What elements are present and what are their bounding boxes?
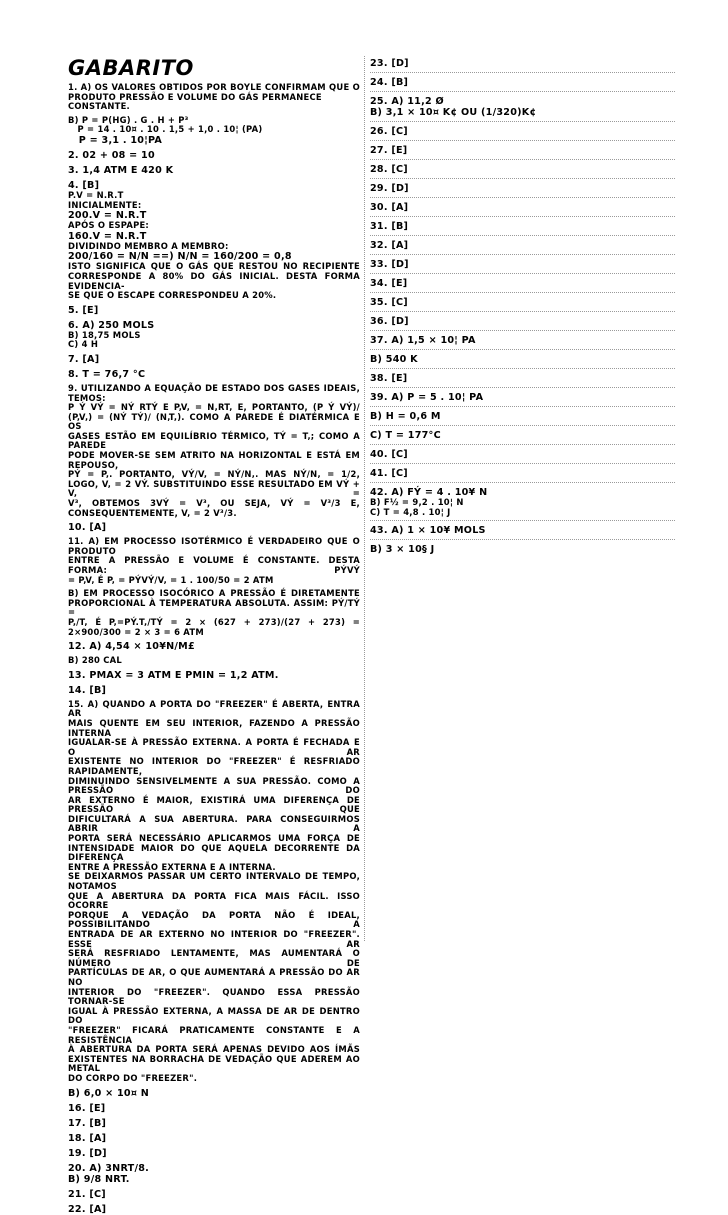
right-column — [370, 58, 675, 555]
answer-line: 40. [C] — [370, 449, 408, 460]
row-divider — [370, 463, 675, 464]
answer-line: INTENSIDADE MAIOR DO QUE AQUELA DECORRENTE DA DIFERENÇA — [68, 842, 364, 863]
row-divider — [370, 539, 675, 540]
answer-line: B) EM PROCESSO ISOCÓRICO A PRESSÃO É DIRETAMENTE — [68, 588, 360, 599]
row-divider — [370, 444, 675, 445]
answer-line: C) 4 H — [68, 339, 99, 350]
answer-line: QUE A ABERTURA DA PORTA FICA MAIS FÁCIL. ISSO OCORRE — [68, 890, 364, 911]
row-divider — [370, 216, 675, 217]
row-divider — [370, 121, 675, 122]
answer-line: 23. [D] — [370, 58, 409, 69]
answer-line: 38. [E] — [370, 373, 408, 384]
answer-line: 160.V = N.R.T — [68, 230, 147, 242]
answer-line: 17. [B] — [68, 1117, 107, 1129]
answer-line: 36. [D] — [370, 316, 409, 327]
row-divider — [370, 520, 675, 521]
column-divider — [364, 56, 365, 941]
answer-line: PODE MOVER-SE SEM ATRITO NA HORIZONTAL E ESTÁ EM REPOUSO, — [68, 450, 364, 470]
answer-line: 8. T = 76,7 °C — [68, 368, 146, 380]
answer-line: ENTRE A PRESSÃO E VOLUME É CONSTANTE. DESTA FORMA: PÝVÝ — [68, 555, 364, 575]
row-divider — [370, 254, 675, 255]
answer-line: 21. [C] — [68, 1188, 106, 1200]
answer-line: 5. [E] — [68, 304, 99, 316]
row-divider — [370, 425, 675, 426]
answer-line: DO CORPO DO "FREEZER". — [68, 1072, 198, 1083]
row-divider — [370, 273, 675, 274]
row-divider — [370, 311, 675, 312]
answer-line: 15. A) QUANDO A PORTA DO "FREEZER" É ABERTA, ENTRA AR — [68, 698, 364, 719]
answer-line: B) H = 0,6 M — [370, 411, 441, 422]
answer-line: LOGO, V‚ = 2 VÝ. SUBSTITUINDO ESSE RESULTADO EM VÝ + V‚ = — [68, 478, 364, 499]
answer-line: CORRESPONDE A 80% DO GÁS INICIAL. DESTA FORMA EVIDENCIA- — [68, 270, 364, 291]
answer-line: 32. [A] — [370, 240, 409, 251]
answer-line: 3. 1,4 ATM E 420 K — [68, 164, 174, 176]
answer-line: 19. [D] — [68, 1147, 107, 1159]
answer-line: DIVIDINDO MEMBRO A MEMBRO: — [68, 240, 229, 251]
answer-line: 14. [B] — [68, 684, 107, 696]
answer-line: DIMINUINDO SENSIVELMENTE A SUA PRESSÃO. COMO A PRESSÃO DO — [68, 775, 364, 796]
answer-line: 29. [D] — [370, 183, 409, 194]
answer-line: CONSEQUENTEMENTE, V‚ = 2 V³/3. — [68, 507, 237, 518]
row-divider — [370, 72, 675, 73]
answer-line: B) 18,75 MOLS — [68, 329, 141, 340]
answer-line: B) P = P(HG) . G . H + P³ — [68, 114, 189, 125]
answer-line: 4. [B] — [68, 179, 100, 191]
answer-line: 33. [D] — [370, 259, 409, 270]
answer-line: 37. A) 1,5 × 10¦ PA — [370, 335, 476, 346]
answer-line: IGUALAR-SE À PRESSÃO EXTERNA. A PORTA É FECHADA E O AR — [68, 737, 364, 757]
row-divider — [370, 368, 675, 369]
answer-line: PÝ = P‚. PORTANTO, VÝ/V‚ = NÝ/N‚. MAS NÝ/N‚ = 1/2, — [68, 469, 360, 480]
answer-line: B) 6,0 × 10¤ N — [68, 1087, 150, 1099]
answer-line: 42. A) FÝ = 4 . 10¥ N — [370, 487, 488, 498]
left-column — [68, 56, 364, 1215]
answer-line: 9. UTILIZANDO A EQUAÇÃO DE ESTADO DOS GASES IDEAIS, TEMOS: — [68, 382, 364, 403]
answer-line: B) 3 × 10§ J — [370, 544, 435, 556]
answer-line: B) 9/8 NRT. — [68, 1173, 130, 1185]
answer-line: 30. [A] — [370, 202, 409, 213]
row-divider — [370, 406, 675, 407]
answer-line: 200/160 = N/N ==) N/N = 160/200 = 0,8 — [68, 251, 292, 263]
answer-line: 1. A) OS VALORES OBTIDOS POR BOYLE CONFIRMAM QUE O — [68, 82, 360, 92]
answer-line: 31. [B] — [370, 221, 409, 232]
answer-line: ENTRADA DE AR EXTERNO NO INTERIOR DO "FREEZER". ESSE AR — [68, 929, 364, 949]
answer-line: IGUAL À PRESSÃO EXTERNA, A MASSA DE AR DE DENTRO DO — [68, 1005, 364, 1026]
row-divider — [370, 330, 675, 331]
row-divider — [370, 178, 675, 179]
answer-line: C) T = 4,8 . 10¦ J — [370, 506, 451, 517]
answer-line: 11. A) EM PROCESSO ISOTÉRMICO É VERDADEIRO QUE O PRODUTO — [68, 536, 364, 556]
answer-line: SE DEIXARMOS PASSAR UM CERTO INTERVALO DE TEMPO, NOTAMOS — [68, 871, 364, 892]
answer-line: 27. [E] — [370, 145, 408, 156]
answer-line: 7. [A] — [68, 353, 100, 365]
answer-line: 200.V = N.R.T — [68, 210, 147, 222]
answer-line: P Ý VÝ = NÝ RTÝ E P‚V‚ = N‚RT‚ E, PORTANTO, (P Ý VÝ)/ — [68, 402, 360, 413]
row-divider — [370, 292, 675, 293]
row-divider — [370, 387, 675, 388]
answer-line: 24. [B] — [370, 77, 409, 88]
answer-line: 2×900/300 = 2 × 3 = 6 ATM — [68, 626, 204, 637]
answer-line: 28. [C] — [370, 164, 408, 175]
answer-line: EXISTENTES NA BORRACHA DE VEDAÇÃO QUE ADEREM AO METAL — [68, 1053, 364, 1074]
answer-line: INTERIOR DO "FREEZER". QUANDO ESSA PRESSÃO TORNAR-SE — [68, 986, 364, 1007]
answer-line: V³, OBTEMOS 3VÝ = V³, OU SEJA, VÝ = V³/3 E, — [68, 498, 360, 509]
answer-line: P‚/T‚ É P‚=PÝ.T‚/TÝ = 2 × (627 + 273)/(27 + 273) = — [68, 616, 360, 627]
answer-line: 26. [C] — [370, 126, 408, 137]
answer-line: "FREEZER" FICARÁ PRATICAMENTE CONSTANTE E A RESISTÊNCIA — [68, 1024, 364, 1045]
answer-line: B) 280 CAL — [68, 655, 122, 666]
answer-line: 43. A) 1 × 10¥ MOLS — [370, 525, 486, 537]
answer-line: B) 540 K — [370, 354, 418, 365]
answer-line: PORQUE A VEDAÇÃO DA PORTA NÃO É IDEAL, POSSIBILITANDO A — [68, 909, 364, 930]
answer-line: B) F½ = 9,2 . 10¦ N — [370, 497, 464, 507]
answer-line: 2. 02 + 08 = 10 — [68, 149, 155, 161]
answer-line: ENTRE A PRESSÃO EXTERNA E A INTERNA. — [68, 861, 276, 872]
answer-line: PROPORCIONAL À TEMPERATURA ABSOLUTA. ASSIM: PÝ/TÝ = — [68, 597, 364, 618]
answer-line: ISTO SIGNIFICA QUE O GÁS QUE RESTOU NO RECIPIENTE — [68, 261, 360, 272]
page-title: GABARITO — [68, 56, 194, 80]
answer-line: PORTA SERÁ NECESSÁRIO APLICARMOS UMA FORÇA DE — [68, 833, 360, 844]
answer-line: 22. [A] — [68, 1203, 107, 1215]
answer-line: GASES ESTÃO EM EQUILÍBRIO TÉRMICO, TÝ = T‚; COMO A PAREDE — [68, 430, 364, 451]
answer-line: B) 3,1 × 10¤ K¢ OU (1/320)K¢ — [370, 107, 537, 118]
answer-line: 20. A) 3NRT/8. — [68, 1162, 150, 1174]
row-divider — [370, 482, 675, 483]
answer-line: À ABERTURA DA PORTA SERÁ APENAS DEVIDO AOS ÍMÃS — [68, 1044, 360, 1055]
row-divider — [370, 197, 675, 198]
row-divider — [370, 235, 675, 236]
answer-line: 35. [C] — [370, 297, 408, 308]
answer-line: 34. [E] — [370, 278, 408, 289]
answer-line: PRODUTO PRESSÃO E VOLUME DO GÁS PERMANECE CONSTANTE. — [68, 91, 326, 112]
answer-line: 39. A) P = 5 . 10¦ PA — [370, 392, 484, 403]
row-divider — [370, 349, 675, 350]
answer-line: C) T = 177°C — [370, 430, 441, 441]
row-divider — [370, 140, 675, 141]
answer-line: INICIALMENTE: — [68, 199, 142, 210]
answer-line: = P‚V‚ É P‚ = PÝVÝ/V‚ = 1 . 100/50 = 2 ATM — [68, 574, 274, 585]
answer-line: 6. A) 250 MOLS — [68, 319, 155, 331]
answer-line: (P‚V‚) = (NÝ TÝ)/ (N‚T‚). COMO A PAREDE É DIATÉRMICA E OS — [68, 411, 364, 432]
answer-line: 10. [A] — [68, 522, 107, 534]
row-divider — [370, 91, 675, 92]
answer-line: P.V = N.R.T — [68, 189, 124, 200]
row-divider — [370, 159, 675, 160]
answer-line: APÓS O ESPAPE: — [68, 220, 150, 231]
answer-line: P = 3,1 . 10¦PA — [68, 134, 163, 146]
answer-line: EXISTENTE NO INTERIOR DO "FREEZER" É RESFRIADO RAPIDAMENTE, — [68, 756, 364, 776]
answer-line: MAIS QUENTE EM SEU INTERIOR, FAZENDO A PRESSÃO INTERNA — [68, 717, 364, 738]
answer-line: 13. PMAX = 3 ATM E PMIN = 1,2 ATM. — [68, 669, 279, 681]
answer-line: P = 14 . 10¤ . 10 . 1,5 + 1,0 . 10¦ (PA) — [68, 124, 263, 135]
answer-line: DIFICULTARÁ A SUA ABERTURA. PARA CONSEGUIRMOS ABRIR A — [68, 813, 364, 834]
answer-line: SE QUE O ESCAPE CORRESPONDEU A 20%. — [68, 290, 277, 301]
answer-line: 12. A) 4,54 × 10¥N/M£ — [68, 641, 195, 653]
answer-line: SERÁ RESFRIADO LENTAMENTE, MAS AUMENTARÁ O NÚMERO DE — [68, 948, 364, 968]
answer-line: 16. [E] — [68, 1102, 106, 1114]
answer-line: AR EXTERNO É MAIOR, EXISTIRÁ UMA DIFERENÇA DE PRESSÃO QUE — [68, 794, 364, 815]
answer-line: 25. A) 11,2 Ø — [370, 96, 444, 107]
answer-line: 18. [A] — [68, 1132, 107, 1144]
answer-line: PARTÍCULAS DE AR, O QUE AUMENTARÁ A PRESSÃO DO AR NO — [68, 967, 364, 987]
answer-line: 41. [C] — [370, 468, 408, 479]
